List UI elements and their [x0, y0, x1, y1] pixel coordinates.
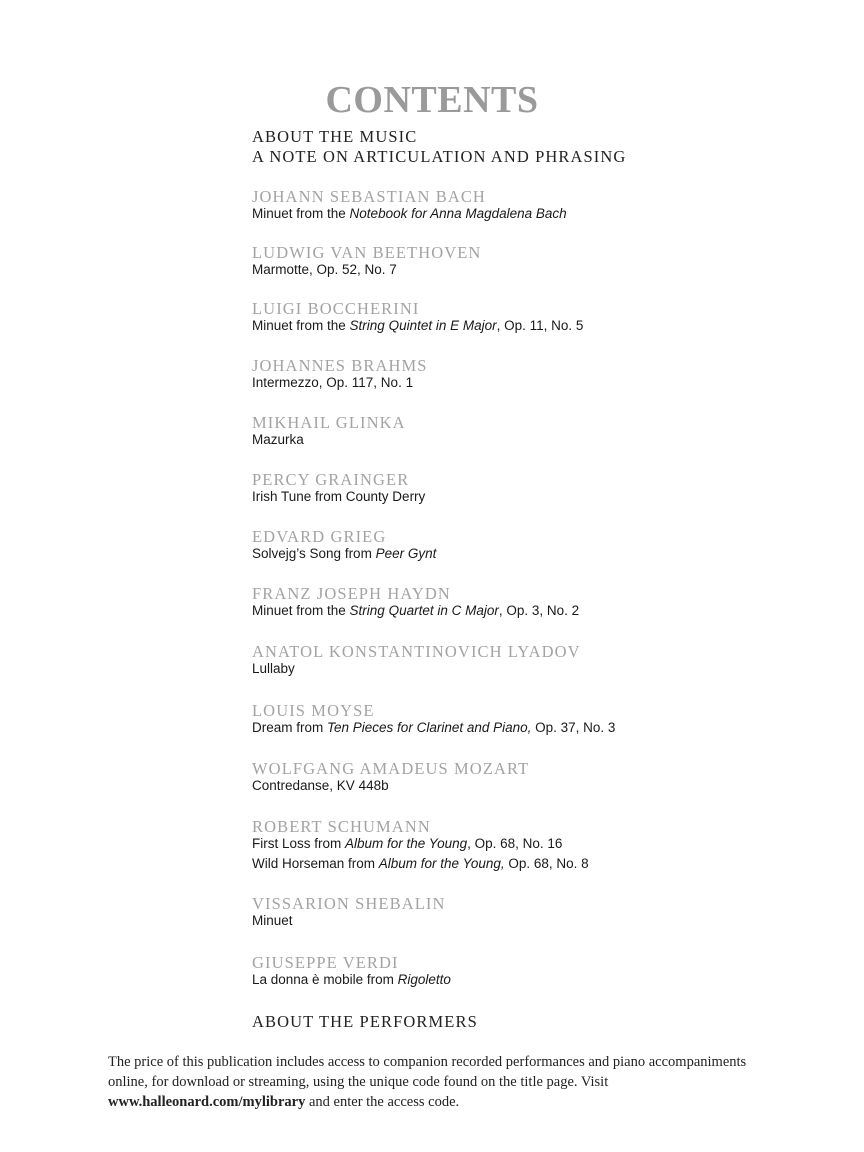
- piece-title-text: Minuet from the: [252, 206, 350, 221]
- composer-name: ROBERT SCHUMANN: [252, 817, 431, 836]
- section-title: ABOUT THE MUSIC: [252, 127, 418, 146]
- piece-title-text: La donna è mobile from: [252, 972, 398, 987]
- piece-title-italic: Album for the Young,: [378, 856, 505, 871]
- piece-title: [252, 778, 389, 793]
- footer-note: [108, 1052, 788, 1112]
- piece-title: [252, 972, 451, 987]
- piece-title-italic: Rigoletto: [397, 972, 451, 987]
- piece-title-text: Minuet from the: [252, 318, 350, 333]
- composer-name: JOHANNES BRAHMS: [252, 356, 428, 375]
- composer-name: WOLFGANG AMADEUS MOZART: [252, 759, 530, 778]
- composer-name: LUDWIG VAN BEETHOVEN: [252, 243, 482, 262]
- piece-title-italic: Ten Pieces for Clarinet and Piano,: [327, 720, 532, 735]
- composer-name: MIKHAIL GLINKA: [252, 413, 406, 432]
- section-title: ABOUT THE PERFORMERS: [252, 1012, 478, 1031]
- composer-name: LOUIS MOYSE: [252, 701, 375, 720]
- composer-name: VISSARION SHEBALIN: [252, 894, 446, 913]
- piece-title: [252, 913, 293, 928]
- piece-title-suffix: Op. 37, No. 3: [531, 720, 616, 735]
- footer-text-start: The price of this publication includes access to companion recorded performances and piano accompaniments online, for download or streaming, using the unique code found on the title page. Visit: [108, 1054, 747, 1090]
- piece-title-text: Marmotte, Op. 52, No. 7: [252, 262, 397, 277]
- piece-title: [252, 720, 615, 735]
- composer-name: PERCY GRAINGER: [252, 470, 410, 489]
- piece-title-suffix: , Op. 68, No. 16: [467, 836, 563, 851]
- piece-title: [252, 661, 295, 676]
- composer-name: ANATOL KONSTANTINOVICH LYADOV: [252, 642, 581, 661]
- piece-title: [252, 836, 562, 851]
- piece-title: [252, 489, 425, 504]
- footer-text-end: and enter the access code.: [305, 1094, 460, 1110]
- piece-title-italic: Peer Gynt: [375, 546, 437, 561]
- piece-title-suffix: Op. 68, No. 8: [504, 856, 589, 871]
- piece-title: [252, 856, 589, 871]
- piece-title-text: Minuet from the: [252, 603, 350, 618]
- piece-title-suffix: , Op. 3, No. 2: [498, 603, 580, 618]
- piece-title-text: Solvejg’s Song from: [252, 546, 376, 561]
- piece-title-italic: String Quintet in E Major: [349, 318, 497, 333]
- piece-title-text: Dream from: [252, 720, 328, 735]
- piece-title-text: Contredanse, KV 448b: [252, 778, 389, 793]
- piece-title: [252, 432, 304, 447]
- piece-title-text: Minuet: [252, 913, 293, 928]
- piece-title: [252, 375, 413, 390]
- composer-name: GIUSEPPE VERDI: [252, 953, 399, 972]
- piece-title-italic: Album for the Young: [345, 836, 468, 851]
- piece-title-text: First Loss from: [252, 836, 346, 851]
- piece-title: [252, 206, 567, 221]
- library-url[interactable]: www.halleonard.com/mylibrary: [108, 1094, 306, 1110]
- piece-title-italic: Notebook for Anna Magdalena Bach: [349, 206, 567, 221]
- composer-name: LUIGI BOCCHERINI: [252, 299, 420, 318]
- piece-title: [252, 318, 583, 333]
- piece-title-text: Lullaby: [252, 661, 295, 676]
- piece-title: [252, 546, 436, 561]
- piece-title-text: Wild Horseman from: [252, 856, 379, 871]
- composer-name: JOHANN SEBASTIAN BACH: [252, 187, 486, 206]
- piece-title-text: Mazurka: [252, 432, 304, 447]
- composer-name: FRANZ JOSEPH HAYDN: [252, 584, 451, 603]
- page-title: CONTENTS: [325, 79, 539, 121]
- composer-name: EDVARD GRIEG: [252, 527, 387, 546]
- piece-title: [252, 603, 579, 618]
- piece-title-suffix: , Op. 11, No. 5: [496, 318, 584, 333]
- piece-title: [252, 262, 397, 277]
- piece-title-italic: String Quartet in C Major: [349, 603, 499, 618]
- piece-title-text: Intermezzo, Op. 117, No. 1: [252, 375, 414, 390]
- section-title: A NOTE ON ARTICULATION AND PHRASING: [252, 147, 627, 166]
- piece-title-text: Irish Tune from County Derry: [252, 489, 426, 504]
